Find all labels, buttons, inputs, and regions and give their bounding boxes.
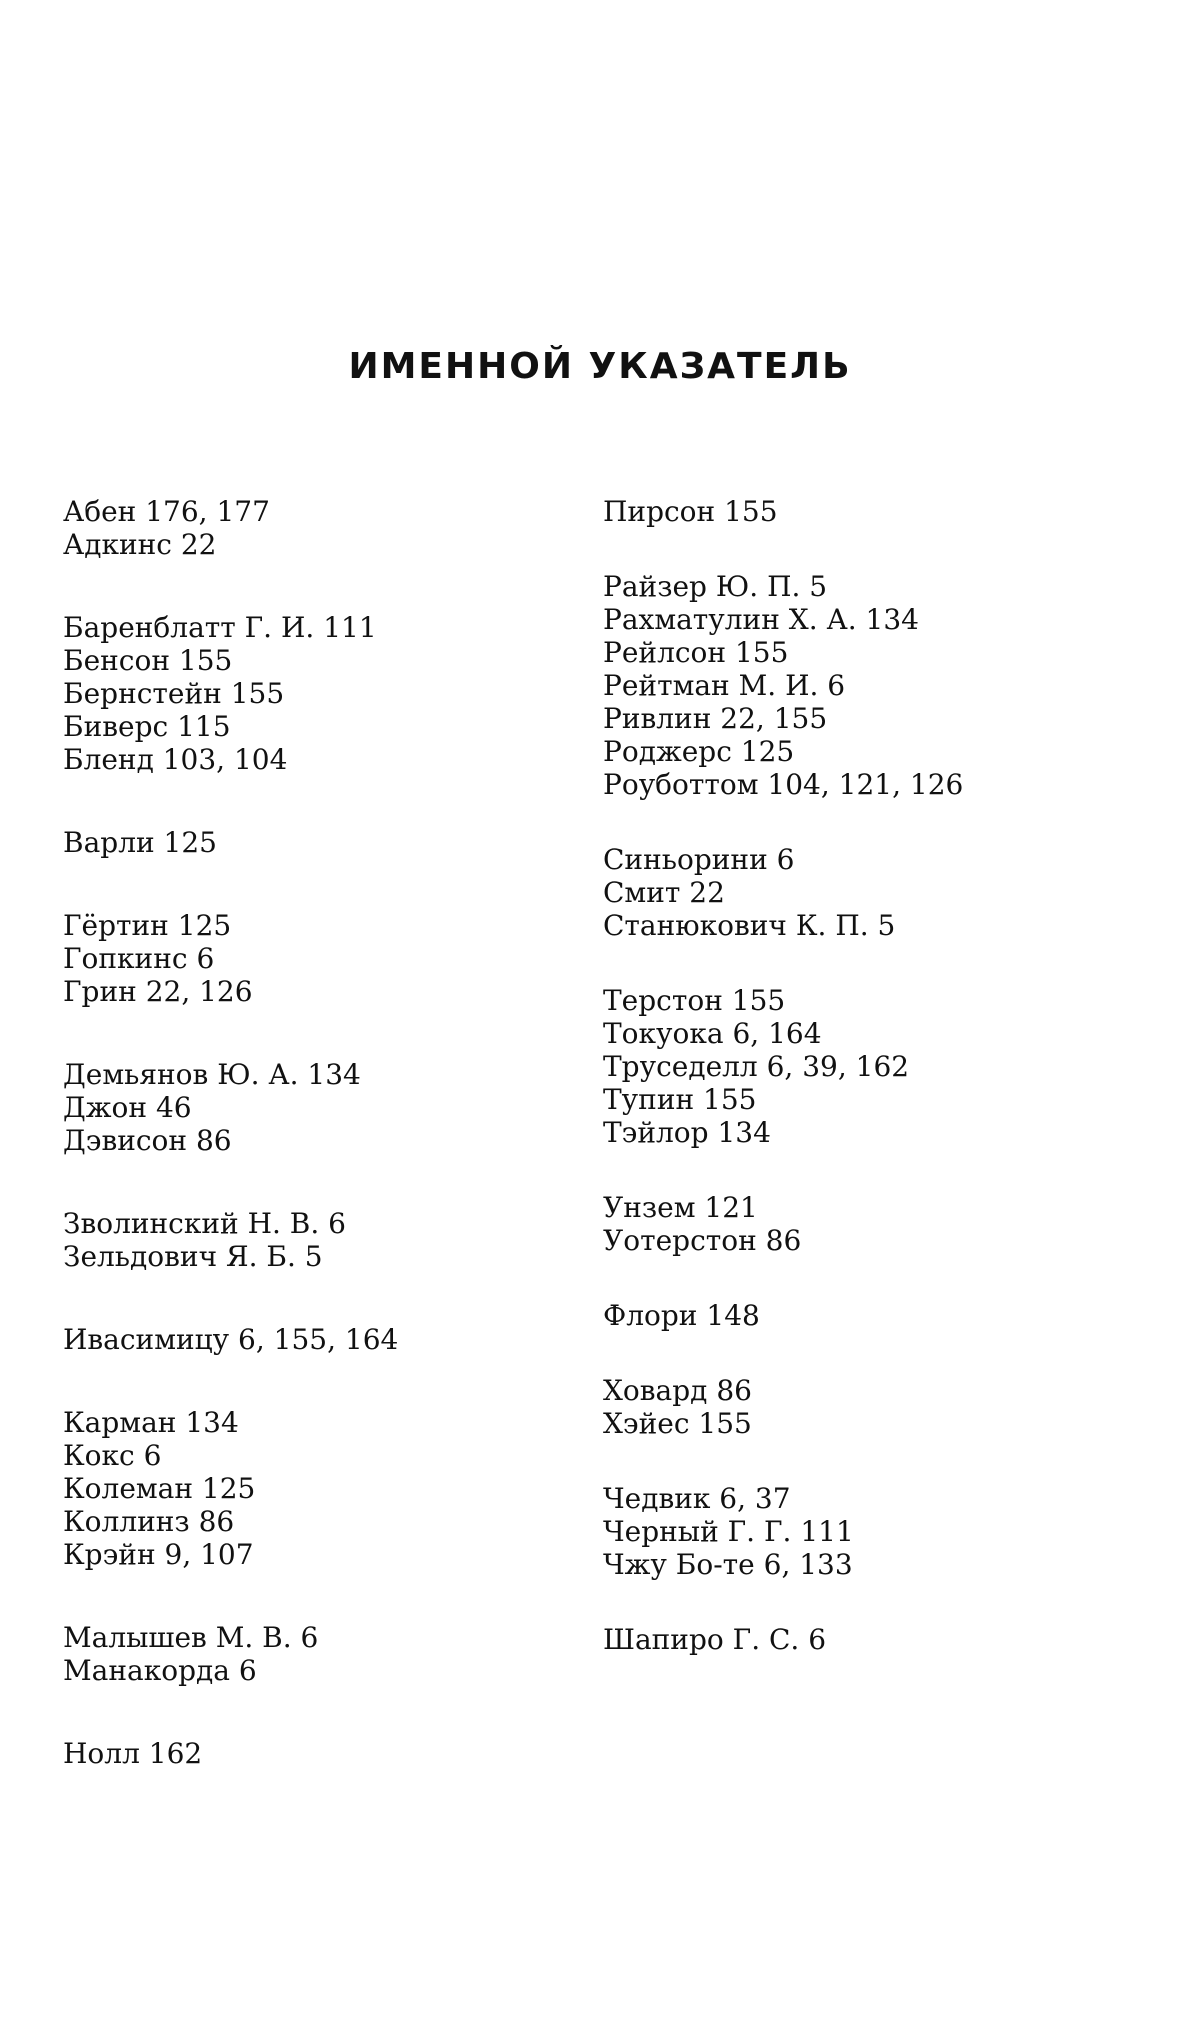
index-entry: Варли 125 — [63, 826, 217, 859]
index-group-f — [603, 1299, 1123, 1332]
index-entry: Труседелл 6, 39, 162 — [603, 1050, 910, 1083]
index-entry: Кокс 6 — [63, 1439, 162, 1472]
index-entry: Гопкинс 6 — [63, 942, 215, 975]
index-entry: Коллинз 86 — [63, 1505, 235, 1538]
index-entry: Синьорини 6 — [603, 843, 795, 876]
index-group-k — [63, 1406, 583, 1571]
index-entry: Терстон 155 — [603, 984, 786, 1017]
index-entry: Ховард 86 — [603, 1374, 752, 1407]
index-group-v — [63, 826, 583, 859]
index-group-a — [63, 495, 583, 561]
index-entry: Бернстейн 155 — [63, 677, 285, 710]
index-group-r — [603, 570, 1123, 801]
index-entry: Дэвисон 86 — [63, 1124, 232, 1157]
index-entry: Тупин 155 — [603, 1083, 757, 1116]
index-group-i — [63, 1323, 583, 1356]
index-entry: Нолл 162 — [63, 1737, 203, 1770]
index-entry: Бенсон 155 — [63, 644, 233, 677]
index-entry: Унзем 121 — [603, 1191, 758, 1224]
index-entry: Роджерс 125 — [603, 735, 795, 768]
index-entry: Адкинс 22 — [63, 528, 217, 561]
index-entry: Пирсон 155 — [603, 495, 778, 528]
index-entry: Токуока 6, 164 — [603, 1017, 822, 1050]
index-group-u — [603, 1191, 1123, 1257]
index-group-sh — [603, 1623, 1123, 1656]
page-title: ИМЕННОЙ УКАЗАТЕЛЬ — [348, 346, 852, 387]
index-group-s — [603, 843, 1123, 942]
index-entry: Ивасимицу 6, 155, 164 — [63, 1323, 399, 1356]
index-entry: Роуботтом 104, 121, 126 — [603, 768, 964, 801]
index-group-ch — [603, 1482, 1123, 1581]
index-entry: Манакорда 6 — [63, 1654, 257, 1687]
index-group-m — [63, 1621, 583, 1687]
index-entry: Смит 22 — [603, 876, 725, 909]
index-entry: Рейлсон 155 — [603, 636, 789, 669]
index-entry: Рейтман М. И. 6 — [603, 669, 846, 702]
index-column-right — [603, 495, 1123, 1698]
index-group-z — [63, 1207, 583, 1273]
index-entry: Баренблатт Г. И. 111 — [63, 611, 377, 644]
index-entry: Колеман 125 — [63, 1472, 256, 1505]
index-entry: Райзер Ю. П. 5 — [603, 570, 828, 603]
index-group-n — [63, 1737, 583, 1770]
index-group-d — [63, 1058, 583, 1157]
index-group-g — [63, 909, 583, 1008]
index-entry: Демьянов Ю. А. 134 — [63, 1058, 361, 1091]
index-entry: Тэйлор 134 — [603, 1116, 771, 1149]
index-entry: Джон 46 — [63, 1091, 192, 1124]
index-entry: Уотерстон 86 — [603, 1224, 802, 1257]
index-entry: Хэйес 155 — [603, 1407, 752, 1440]
index-entry: Зельдович Я. Б. 5 — [63, 1240, 323, 1273]
index-group-b — [63, 611, 583, 776]
index-entry: Станюкович К. П. 5 — [603, 909, 896, 942]
index-entry: Чжу Бо-те 6, 133 — [603, 1548, 853, 1581]
index-group-kh — [603, 1374, 1123, 1440]
index-entry: Малышев М. В. 6 — [63, 1621, 319, 1654]
index-entry: Бленд 103, 104 — [63, 743, 288, 776]
index-group-p — [603, 495, 1123, 528]
index-entry: Карман 134 — [63, 1406, 239, 1439]
index-entry: Зволинский Н. В. 6 — [63, 1207, 346, 1240]
index-entry: Абен 176, 177 — [63, 495, 270, 528]
index-column-left — [63, 495, 583, 1820]
index-entry: Шапиро Г. С. 6 — [603, 1623, 827, 1656]
index-group-t — [603, 984, 1123, 1149]
index-entry: Крэйн 9, 107 — [63, 1538, 254, 1571]
index-entry: Ривлин 22, 155 — [603, 702, 828, 735]
index-entry: Рахматулин Х. А. 134 — [603, 603, 919, 636]
index-entry: Гёртин 125 — [63, 909, 232, 942]
index-entry: Чедвик 6, 37 — [603, 1482, 791, 1515]
index-entry: Грин 22, 126 — [63, 975, 253, 1008]
index-entry: Биверс 115 — [63, 710, 231, 743]
index-entry: Флори 148 — [603, 1299, 760, 1332]
index-entry: Черный Г. Г. 111 — [603, 1515, 854, 1548]
